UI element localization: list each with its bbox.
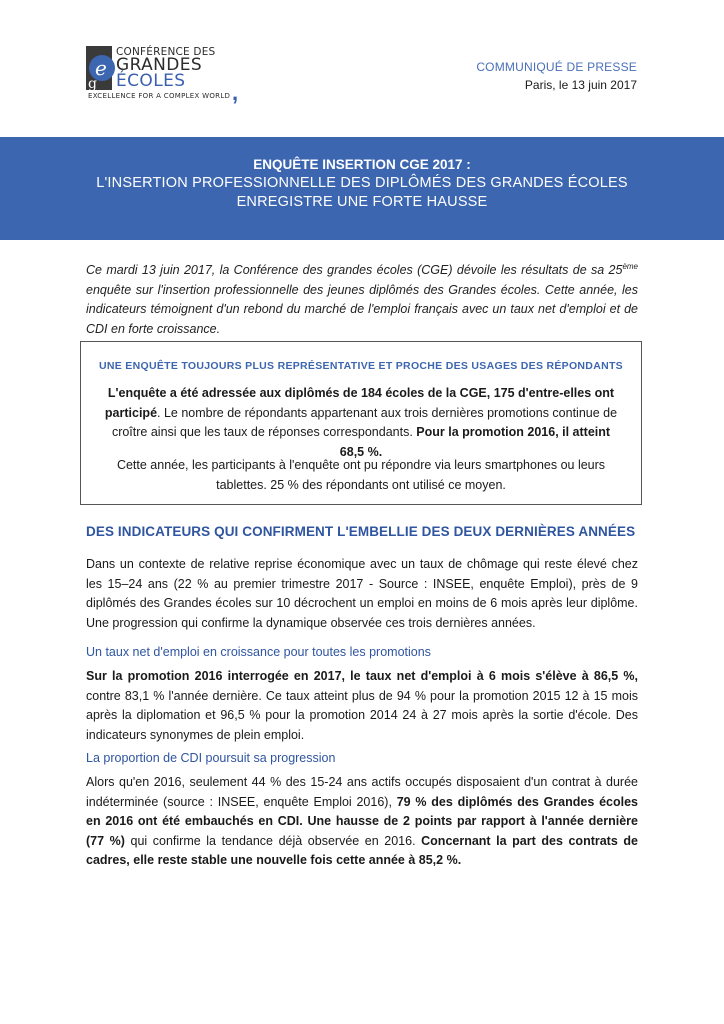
subheading-employment-rate: Un taux net d'emploi en croissance pour toutes les promotions (86, 645, 431, 659)
box-bold-1: L'enquête a été adressée aux diplômés de 184 écoles de la CGE, 175 d'entre-elles ont participé (104, 386, 615, 420)
svg-text:g: g (88, 76, 97, 92)
section-3-text-2: qui confirme la tendance déjà observée en 2016. (124, 833, 422, 848)
press-info (476, 58, 637, 94)
logo-line-3: ÉCOLES (116, 71, 186, 91)
box-text-1: . Le nombre de répondants appartenant aux trois dernières promotions continue de croître ainsi que les taux de réponses correspondants. (111, 405, 618, 439)
section-1-paragraph: Dans un contexte de relative reprise économique avec un taux de chômage qui reste élevé chez les 15–24 ans (22 % au premier trimestre 2017 - Source : INSEE, enquête Emploi), près de 9 diplômés des Grandes écoles sur 10 décrochent un emploi en moins de 6 mois après leur diplôme. Une progression qui confirme la dynamique observée ces trois dernières années. (86, 557, 638, 630)
box-paragraph-2: Cette année, les participants à l'enquête ont pu répondre via leurs smartphones ou leurs tablettes. 25 % des répondants ont utilisé ce moyen. (116, 458, 606, 492)
subheading-cdi: La proportion de CDI poursuit sa progression (86, 751, 336, 765)
section-3-bold-2: Concernant la part des contrats de cadres, elle reste stable une nouvelle fois cette année à 85,2 %. (86, 833, 638, 867)
logo-line-2: GRANDES (116, 55, 203, 75)
svg-text:e: e (95, 56, 107, 80)
press-label: COMMUNIQUÉ DE PRESSE (476, 60, 637, 74)
banner-line-1: ENQUÊTE INSERTION CGE 2017 : (253, 157, 471, 172)
box-paragraph-1 (99, 384, 623, 462)
title-banner (0, 137, 724, 240)
intro-part-1: Ce mardi 13 juin 2017, la Conférence des grandes écoles (CGE) dévoile les résultats de sa 25 (86, 263, 623, 278)
intro-paragraph (86, 257, 638, 339)
banner-line-2: L'INSERTION PROFESSIONNELLE DES DIPLÔMÉS DES GRANDES ÉCOLES (96, 175, 628, 191)
section-heading: DES INDICATEURS QUI CONFIRMENT L'EMBELLIE DES DEUX DERNIÈRES ANNÉES (86, 524, 636, 539)
cge-logo-icon (86, 44, 118, 92)
logo-tagline: EXCELLENCE FOR A COMPLEX WORLD (88, 92, 231, 100)
intro-superscript: ème (622, 262, 638, 271)
section-3-paragraph (86, 773, 638, 871)
intro-part-2: enquête sur l'insertion professionnelle des jeunes diplômés des Grandes écoles. Cette année, les indicateurs témoignent d'un rebond du marché de l'emploi français avec un taux net d'emploi et de CDI en forte croissance. (86, 282, 638, 336)
cge-logo (86, 44, 266, 106)
banner-line-3: ENREGISTRE UNE FORTE HAUSSE (236, 194, 488, 210)
logo-line-1: CONFÉRENCE DES (116, 46, 216, 58)
highlight-box (80, 341, 642, 505)
section-3-bold-1: 79 % des diplômés des Grandes écoles en 2016 ont été embauchés en CDI. Une hausse de 2 points par rapport à l'année dernière (77 %) (86, 794, 639, 848)
box-bold-2: Pour la promotion 2016, il atteint 68,5 %. (339, 425, 611, 459)
section-3-text-1: Alors qu'en 2016, seulement 44 % des 15-24 ans actifs occupés disposaient d'un contrat à durée indéterminée (source : INSEE, enquête Emploi 2016), (86, 775, 638, 809)
section-2-bold: Sur la promotion 2016 interrogée en 2017, le taux net d'emploi à 6 mois s'élève à 86,5 %, (86, 669, 638, 683)
section-2-paragraph (86, 667, 638, 745)
section-2-text: contre 83,1 % l'année dernière. Ce taux atteint plus de 94 % pour la promotion 2015 12 à 15 mois après la diplomation et 96,5 % pour la promotion 2014 24 à 27 mois après la sortie d'école. Des indicateurs synonymes de plein emploi. (86, 688, 638, 742)
place-date: Paris, le 13 juin 2017 (524, 78, 637, 92)
logo-comma-mark: , (232, 80, 239, 105)
box-title: UNE ENQUÊTE TOUJOURS PLUS REPRÉSENTATIVE ET PROCHE DES USAGES DES RÉPONDANTS (99, 360, 623, 372)
